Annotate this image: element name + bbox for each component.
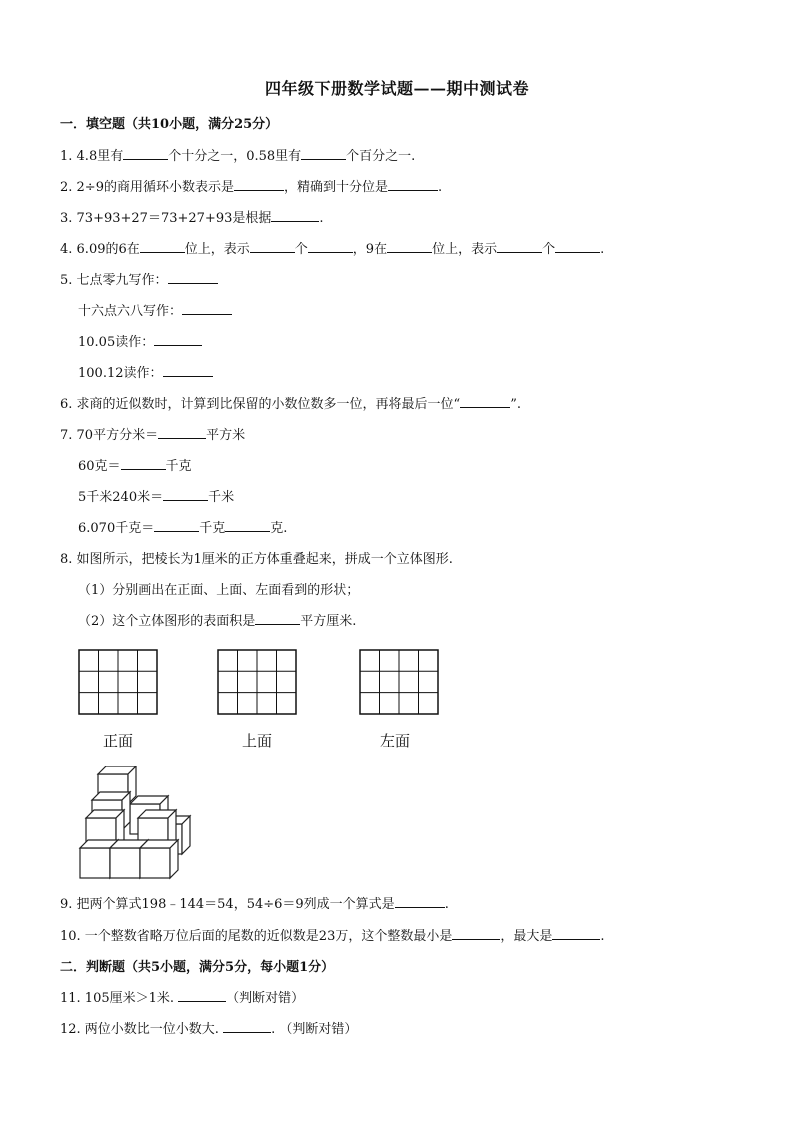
answer-blank[interactable] [497, 240, 542, 253]
answer-blank[interactable] [452, 927, 500, 940]
front-view-label: 正面 [102, 732, 133, 750]
question-12: 12. 两位小数比一位小数大. . （判断对错） [60, 1022, 358, 1037]
answer-blank[interactable] [140, 240, 185, 253]
stacked-cubes-figure [78, 766, 198, 881]
question-7-part-3: 5千米240米＝ 千米 [78, 490, 235, 505]
answer-blank[interactable] [552, 927, 600, 940]
answer-blank[interactable] [158, 426, 206, 439]
answer-blank[interactable] [223, 1020, 271, 1033]
answer-blank[interactable] [388, 178, 438, 191]
page-title: 四年级下册数学试题——期中测试卷 [264, 79, 529, 98]
question-7: 7. 70平方分米＝ 平方米 [60, 428, 246, 443]
question-8-part-1: （1）分别画出在正面、上面、左面看到的形状； [78, 583, 360, 598]
answer-blank[interactable] [121, 457, 166, 470]
question-1: 1. 4.8里有 个十分之一，0.58里有 个百分之一. [60, 149, 416, 164]
section-fill-blank-heading: 一．填空题（共10小题，满分25分） [60, 117, 279, 132]
question-4: 4. 6.09的6在 位上，表示 个 ，9在 位上，表示 个 . [60, 242, 605, 257]
question-9: 9. 把两个算式198﹣144＝54，54÷6＝9列成一个算式是 . [60, 897, 449, 912]
question-3: 3. 73+93+27＝73+27+93是根据 . [60, 211, 324, 226]
front-view-grid[interactable] [78, 649, 158, 715]
answer-blank[interactable] [308, 240, 353, 253]
answer-blank[interactable] [395, 895, 445, 908]
left-view-grid[interactable] [359, 649, 439, 715]
answer-blank[interactable] [163, 488, 208, 501]
answer-blank[interactable] [555, 240, 600, 253]
answer-blank[interactable] [234, 178, 284, 191]
top-view-grid[interactable] [217, 649, 297, 715]
top-view-label: 上面 [241, 732, 272, 750]
answer-blank[interactable] [178, 989, 226, 1002]
answer-blank[interactable] [163, 364, 213, 377]
answer-blank[interactable] [460, 395, 510, 408]
answer-blank[interactable] [182, 302, 232, 315]
answer-blank[interactable] [154, 519, 199, 532]
answer-blank[interactable] [168, 271, 218, 284]
answer-blank[interactable] [301, 147, 346, 160]
question-5: 5. 七点零九写作： [60, 269, 218, 288]
question-5-part-4: 100.12读作： [78, 362, 213, 381]
answer-blank[interactable] [123, 147, 168, 160]
left-view-label: 左面 [379, 732, 410, 750]
question-7-part-2: 60克＝ 千克 [78, 459, 192, 474]
question-6: 6. 求商的近似数时，计算到比保留的小数位数多一位，再将最后一位“ ”. [60, 397, 521, 412]
answer-blank[interactable] [154, 333, 202, 346]
answer-blank[interactable] [250, 240, 295, 253]
answer-blank[interactable] [255, 612, 300, 625]
answer-blank[interactable] [225, 519, 270, 532]
question-7-part-4: 6.070千克＝ 千克 克. [78, 521, 288, 536]
question-5-part-2: 十六点六八写作： [78, 300, 232, 319]
question-5-part-3: 10.05读作： [78, 331, 202, 350]
section-true-false-heading: 二．判断题（共5小题，满分5分，每小题1分） [60, 960, 335, 975]
question-10: 10. 一个整数省略万位后面的尾数的近似数是23万，这个整数最小是 ，最大是 . [60, 929, 605, 944]
question-8: 8. 如图所示，把棱长为1厘米的正方体重叠起来，拼成一个立体图形. [60, 552, 453, 567]
view-grids [78, 649, 478, 759]
answer-blank[interactable] [271, 209, 319, 222]
question-11: 11. 105厘米＞1米. （判断对错） [60, 991, 305, 1006]
question-8-part-2: （2）这个立体图形的表面积是 平方厘米. [78, 614, 357, 629]
answer-blank[interactable] [387, 240, 432, 253]
question-2: 2. 2÷9的商用循环小数表示是 ，精确到十分位是 . [60, 180, 443, 195]
